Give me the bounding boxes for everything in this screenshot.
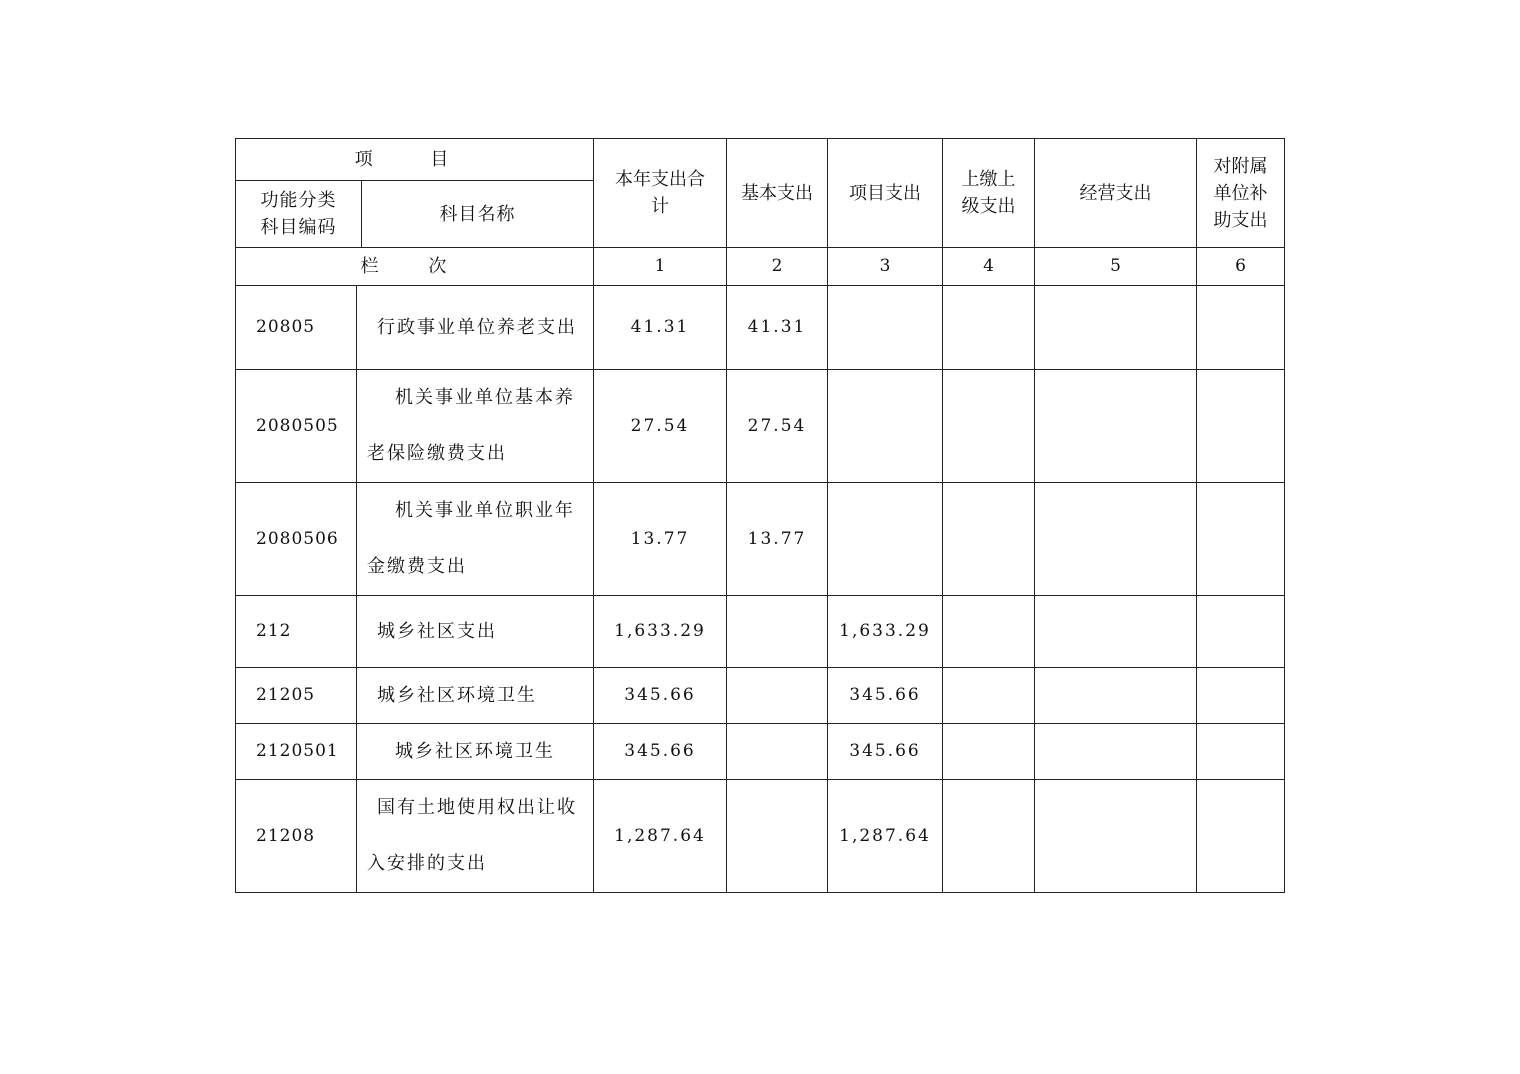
table-header: [235, 138, 1285, 286]
cell-upper: [943, 780, 1035, 893]
cell-project: 1,633.29: [828, 596, 943, 668]
cell-name: 机关事业单位职业年金缴费支出: [357, 483, 594, 596]
header-business: 经营支出: [1035, 139, 1197, 248]
col-number-1: 1: [594, 248, 727, 286]
cell-basic: 13.77: [727, 483, 828, 596]
cell-upper: [943, 370, 1035, 483]
col-number-3: 3: [828, 248, 943, 286]
cell-subsidiary: [1197, 596, 1285, 668]
table-row: [236, 370, 1285, 483]
cell-upper: [943, 286, 1035, 370]
cell-upper: [943, 596, 1035, 668]
table-body: [235, 285, 1285, 893]
cell-business: [1035, 596, 1197, 668]
cell-business: [1035, 668, 1197, 724]
cell-project: 345.66: [828, 668, 943, 724]
cell-business: [1035, 286, 1197, 370]
cell-code: 2080505: [236, 370, 357, 483]
cell-upper: [943, 483, 1035, 596]
cell-project: [828, 483, 943, 596]
header-lanci: 栏 次: [236, 248, 594, 286]
header-upper: 上缴上级支出: [943, 139, 1035, 248]
cell-project: 1,287.64: [828, 780, 943, 893]
cell-code: 212: [236, 596, 357, 668]
cell-name: 城乡社区支出: [357, 596, 594, 668]
cell-name: 国有土地使用权出让收入安排的支出: [357, 780, 594, 893]
cell-name: 机关事业单位基本养老保险缴费支出: [357, 370, 594, 483]
header-project: 项目支出: [828, 139, 943, 248]
cell-subsidiary: [1197, 780, 1285, 893]
cell-project: 345.66: [828, 724, 943, 780]
cell-subsidiary: [1197, 370, 1285, 483]
cell-subsidiary: [1197, 483, 1285, 596]
cell-business: [1035, 370, 1197, 483]
header-func-code: 功能分类科目编码: [236, 181, 362, 248]
table-row: [236, 286, 1285, 370]
table-row: [236, 668, 1285, 724]
header-basic: 基本支出: [727, 139, 828, 248]
cell-basic: 41.31: [727, 286, 828, 370]
cell-basic: [727, 724, 828, 780]
cell-code: 21205: [236, 668, 357, 724]
cell-project: [828, 370, 943, 483]
cell-total: 41.31: [594, 286, 727, 370]
cell-basic: 27.54: [727, 370, 828, 483]
cell-upper: [943, 668, 1035, 724]
cell-total: 27.54: [594, 370, 727, 483]
cell-business: [1035, 724, 1197, 780]
col-number-6: 6: [1197, 248, 1285, 286]
cell-business: [1035, 780, 1197, 893]
table-row: [236, 596, 1285, 668]
cell-total: 1,633.29: [594, 596, 727, 668]
col-number-5: 5: [1035, 248, 1197, 286]
cell-project: [828, 286, 943, 370]
cell-name: 行政事业单位养老支出: [357, 286, 594, 370]
cell-code: 2080506: [236, 483, 357, 596]
cell-total: 345.66: [594, 724, 727, 780]
header-xiangmu: 项 目: [236, 139, 594, 181]
col-number-4: 4: [943, 248, 1035, 286]
cell-business: [1035, 483, 1197, 596]
cell-total: 345.66: [594, 668, 727, 724]
cell-code: 20805: [236, 286, 357, 370]
header-total: 本年支出合计: [594, 139, 727, 248]
header-subject-name: 科目名称: [362, 181, 594, 248]
cell-basic: [727, 780, 828, 893]
cell-subsidiary: [1197, 724, 1285, 780]
cell-upper: [943, 724, 1035, 780]
cell-code: 2120501: [236, 724, 357, 780]
cell-name: 城乡社区环境卫生: [357, 668, 594, 724]
cell-total: 1,287.64: [594, 780, 727, 893]
cell-total: 13.77: [594, 483, 727, 596]
cell-subsidiary: [1197, 668, 1285, 724]
cell-code: 21208: [236, 780, 357, 893]
cell-basic: [727, 596, 828, 668]
header-subsidiary: 对附属单位补助支出: [1197, 139, 1285, 248]
col-number-2: 2: [727, 248, 828, 286]
table-row: [236, 780, 1285, 893]
table-row: [236, 483, 1285, 596]
cell-subsidiary: [1197, 286, 1285, 370]
cell-name: 城乡社区环境卫生: [357, 724, 594, 780]
cell-basic: [727, 668, 828, 724]
table-row: [236, 724, 1285, 780]
